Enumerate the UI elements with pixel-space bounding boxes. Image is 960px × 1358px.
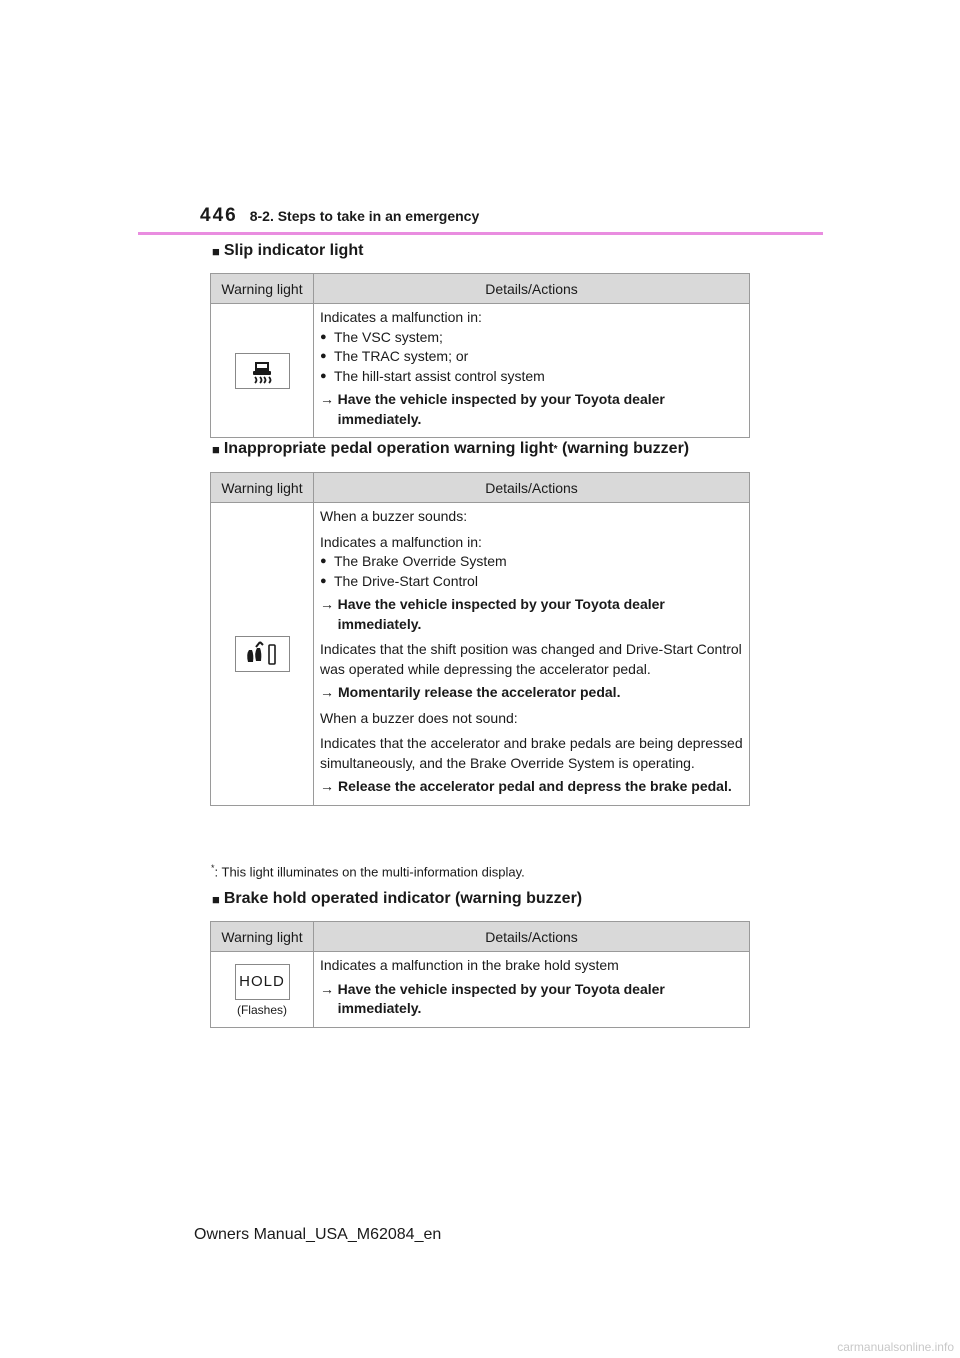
list-item-text: The TRAC system; or (334, 348, 469, 364)
list-item-text: The Drive-Start Control (334, 572, 478, 589)
page-header (200, 205, 479, 233)
heading-text: Slip indicator light (223, 242, 364, 259)
table-row (211, 304, 750, 438)
section-title: 8-2. Steps to take in an emergency (249, 208, 480, 224)
list-item-text: The Brake Override System (334, 553, 507, 569)
condition-text: When a buzzer sounds: (320, 508, 468, 524)
list-item-text: The hill-start assist control system (334, 367, 545, 384)
action-item (320, 390, 743, 429)
list-item-text: The VSC system; (334, 328, 443, 345)
table-header-row (211, 922, 750, 952)
list-item (320, 367, 743, 387)
condition-text: When a buzzer does not sound: (320, 709, 518, 726)
heading-text: Inappropriate pedal operation warning light (223, 440, 554, 457)
brake-hold-heading (212, 890, 582, 908)
footnote (211, 863, 525, 879)
column-details: Details/Actions (314, 922, 750, 952)
action-text: Have the vehicle inspected by your Toyota dealer immediately. (337, 596, 665, 632)
arrow-icon: → (320, 778, 334, 794)
column-warning-light: Warning light (211, 473, 314, 503)
watermark: carmanualsonline.info (837, 1340, 954, 1354)
detail-text: Indicates that the accelerator and brake pedals are being depressed simultaneously, and the Brake Override System is operating. (320, 735, 743, 771)
heading-suffix: (warning buzzer) (557, 440, 690, 457)
icon-cell (211, 304, 314, 438)
footnote-mark: * (211, 863, 215, 873)
square-bullet-icon: ■ (212, 891, 220, 907)
bullet-dot-icon: ● (320, 350, 327, 362)
arrow-icon: → (320, 980, 334, 997)
pedal-warning-table (210, 472, 750, 806)
bullet-dot-icon: ● (320, 369, 327, 382)
table-header-row (211, 473, 750, 503)
table-row (211, 952, 750, 1028)
pedal-warning-heading (212, 440, 689, 458)
slip-indicator-icon (235, 353, 290, 389)
action-item (320, 595, 743, 634)
icon-cell (211, 503, 314, 806)
hold-icon-text: HOLD (239, 973, 285, 991)
action-item (320, 777, 743, 797)
detail-text: Indicates a malfunction in: (320, 533, 482, 550)
square-bullet-icon: ■ (212, 441, 220, 457)
bullet-dot-icon: ● (320, 574, 327, 587)
table-row (211, 503, 750, 806)
detail-text: Indicates a malfunction in the brake hold system (320, 957, 619, 973)
heading-text: Brake hold operated indicator (warning buzzer) (223, 890, 583, 907)
action-text: Momentarily release the accelerator pedal. (338, 684, 621, 700)
column-warning-light: Warning light (211, 274, 314, 304)
action-text: Have the vehicle inspected by your Toyota dealer immediately. (337, 980, 665, 1016)
action-item (320, 980, 743, 1019)
arrow-icon: → (320, 596, 334, 612)
details-cell (314, 952, 750, 1028)
action-text: Have the vehicle inspected by your Toyota dealer immediately. (337, 391, 665, 427)
list-item (320, 572, 743, 592)
bullet-dot-icon: ● (320, 330, 327, 343)
icon-caption: (Flashes) (236, 1002, 287, 1017)
detail-text: Indicates that the shift position was changed and Drive-Start Control was operated while depressing the accelerator pedal. (320, 641, 742, 677)
list-item (320, 552, 743, 572)
table-header-row (211, 274, 750, 304)
footnote-text: : This light illuminates on the multi-information display. (214, 864, 525, 880)
brake-hold-table (210, 921, 750, 1028)
brake-hold-icon (235, 964, 290, 1000)
slip-indicator-table (210, 273, 750, 438)
arrow-icon: → (320, 391, 334, 407)
details-cell (314, 503, 750, 806)
column-details: Details/Actions (314, 274, 750, 304)
bullet-dot-icon: ● (320, 555, 327, 567)
list-item (320, 347, 743, 367)
action-text: Release the accelerator pedal and depress the brake pedal. (338, 778, 732, 794)
slip-indicator-heading (212, 242, 363, 260)
details-cell (314, 304, 750, 438)
pedal-operation-warning-icon (235, 636, 290, 672)
header-rule (138, 232, 823, 235)
square-bullet-icon: ■ (212, 243, 220, 259)
action-item (320, 683, 743, 703)
arrow-icon: → (320, 684, 334, 700)
icon-cell (211, 952, 314, 1028)
page-number: 446 (200, 205, 238, 226)
column-warning-light: Warning light (211, 922, 314, 952)
column-details: Details/Actions (314, 473, 750, 503)
page-footer: Owners Manual_USA_M62084_en (194, 1226, 442, 1243)
footnote-mark: * (553, 443, 558, 455)
detail-text: Indicates a malfunction in: (320, 309, 482, 325)
list-item (320, 328, 743, 348)
